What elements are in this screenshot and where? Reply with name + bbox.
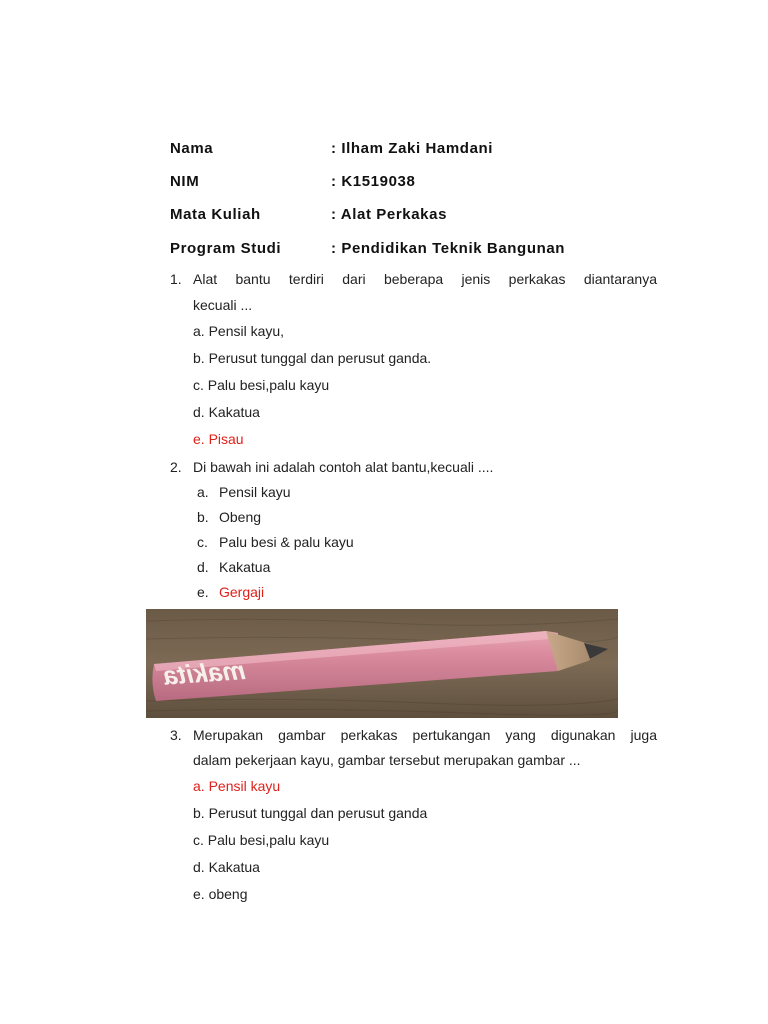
question-2-option-b-text: Obeng bbox=[219, 509, 262, 525]
question-1-option-c: c. Palu besi,palu kayu bbox=[193, 377, 330, 393]
question-3-option-e: e. obeng bbox=[193, 886, 248, 902]
label-nim: NIM bbox=[170, 173, 200, 190]
question-3-number: 3. bbox=[170, 727, 182, 743]
question-1-number: 1. bbox=[170, 271, 182, 287]
value-nim: : K1519038 bbox=[331, 173, 416, 190]
question-2-option-e-letter: e. bbox=[197, 584, 209, 600]
question-2-option-e-answer: Gergaji bbox=[219, 584, 265, 600]
value-mata-kuliah: : Alat Perkakas bbox=[331, 206, 448, 223]
question-2-text: Di bawah ini adalah contoh alat bantu,kecuali .... bbox=[193, 459, 494, 475]
question-1-option-e-answer: e. Pisau bbox=[193, 431, 244, 447]
question-2-option-c-text: Palu besi & palu kayu bbox=[219, 534, 354, 550]
question-2-option-c-letter: c. bbox=[197, 534, 208, 550]
question-1-option-b: b. Perusut tunggal dan perusut ganda. bbox=[193, 350, 432, 366]
label-nama: Nama bbox=[170, 140, 214, 157]
question-1-line-1: Alat bantu terdiri dari beberapa jenis perkakas diantaranya bbox=[193, 271, 657, 287]
question-1-option-a: a. Pensil kayu, bbox=[193, 323, 285, 339]
value-program-studi: : Pendidikan Teknik Bangunan bbox=[331, 240, 566, 257]
question-3-option-c: c. Palu besi,palu kayu bbox=[193, 832, 330, 848]
question-3-line-1: Merupakan gambar perkakas pertukangan yang digunakan juga bbox=[193, 727, 657, 743]
question-2-option-d-letter: d. bbox=[197, 559, 209, 575]
question-2-option-a-text: Pensil kayu bbox=[219, 484, 291, 500]
question-2-option-d-text: Kakatua bbox=[219, 559, 271, 575]
question-1-line-2: kecuali ... bbox=[193, 297, 253, 313]
carpenter-pencil-photo bbox=[146, 609, 618, 718]
question-3-option-d: d. Kakatua bbox=[193, 859, 260, 875]
carpenter-pencil-illustration bbox=[146, 609, 618, 718]
label-program-studi: Program Studi bbox=[170, 240, 282, 257]
question-3-option-b: b. Perusut tunggal dan perusut ganda bbox=[193, 805, 428, 821]
value-nama: : Ilham Zaki Hamdani bbox=[331, 140, 494, 157]
question-3-option-a-answer: a. Pensil kayu bbox=[193, 778, 281, 794]
question-2-option-a-letter: a. bbox=[197, 484, 209, 500]
question-2-option-b-letter: b. bbox=[197, 509, 209, 525]
question-1-option-d: d. Kakatua bbox=[193, 404, 260, 420]
question-2-number: 2. bbox=[170, 459, 182, 475]
pencil-brand: makita bbox=[162, 655, 247, 691]
label-mata-kuliah: Mata Kuliah bbox=[170, 206, 261, 223]
question-3-line-2: dalam pekerjaan kayu, gambar tersebut merupakan gambar ... bbox=[193, 752, 581, 768]
